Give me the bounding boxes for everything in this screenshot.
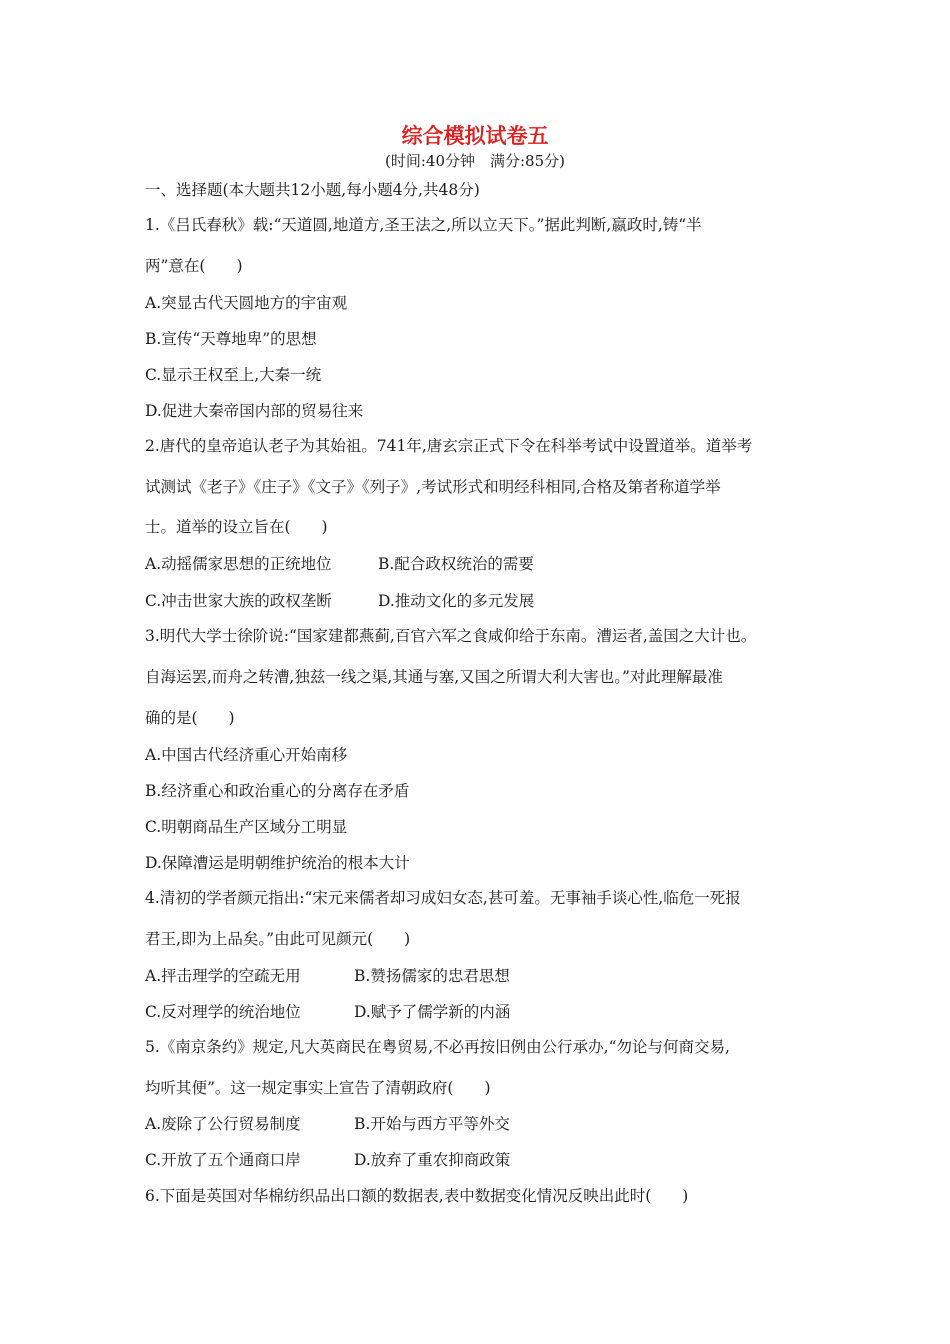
answer-option: D.放弃了重农抑商政策 bbox=[354, 1151, 511, 1169]
answer-option: A.动摇儒家思想的正统地位 bbox=[145, 555, 332, 573]
answer-option: D.促进大秦帝国内部的贸易往来 bbox=[145, 402, 364, 420]
section-heading: 一、选择题(本大题共12小题,每小题4分,共48分) bbox=[145, 181, 480, 199]
answer-option: B.宣传“天尊地卑”的思想 bbox=[145, 330, 317, 348]
page-title: 综合模拟试卷五 bbox=[401, 124, 549, 148]
question-stem-line: 均听其便”。这一规定事实上宣告了清朝政府( ) bbox=[145, 1079, 491, 1097]
answer-option: B.经济重心和政治重心的分离存在矛盾 bbox=[145, 782, 410, 800]
question-stem-line: 6.下面是英国对华棉纺织品出口额的数据表,表中数据变化情况反映出此时( ) bbox=[145, 1187, 689, 1205]
answer-option: A.抨击理学的空疏无用 bbox=[145, 967, 301, 985]
question-stem-line: 3.明代大学士徐阶说:“国家建都燕蓟,百官六军之食咸仰给于东南。漕运者,盖国之大计也。 bbox=[145, 627, 757, 645]
exam-info: (时间:40分钟 满分:85分) bbox=[385, 152, 565, 170]
answer-option: C.反对理学的统治地位 bbox=[145, 1003, 301, 1021]
question-stem-line: 自海运罢,而舟之转漕,独兹一线之渠,其通与塞,又国之所谓大利大害也。”对此理解最准 bbox=[145, 668, 723, 686]
answer-option: B.赞扬儒家的忠君思想 bbox=[354, 967, 510, 985]
question-stem-line: 2.唐代的皇帝追认老子为其始祖。741年,唐玄宗正式下令在科举考试中设置道举。道举考 bbox=[145, 437, 753, 455]
question-stem-line: 君王,即为上品矣。”由此可见颜元( ) bbox=[145, 930, 411, 948]
answer-option: A.突显古代天圆地方的宇宙观 bbox=[145, 294, 348, 312]
answer-option: C.明朝商品生产区域分工明显 bbox=[145, 818, 348, 836]
question-stem-line: 士。道举的设立旨在( ) bbox=[145, 518, 328, 536]
question-stem-line: 5.《南京条约》规定,凡大英商民在粤贸易,不必再按旧例由公行承办,“勿论与何商交易, bbox=[145, 1038, 730, 1056]
answer-option: C.显示王权至上,大秦一统 bbox=[145, 366, 322, 384]
question-stem-line: 确的是( ) bbox=[145, 709, 235, 727]
question-stem-line: 试测试《老子》《庄子》《文子》《列子》,考试形式和明经科相同,合格及第者称道学举 bbox=[145, 478, 721, 496]
answer-option: C.开放了五个通商口岸 bbox=[145, 1151, 301, 1169]
answer-option: B.开始与西方平等外交 bbox=[354, 1115, 510, 1133]
answer-option: A.废除了公行贸易制度 bbox=[145, 1115, 301, 1133]
answer-option: C.冲击世家大族的政权垄断 bbox=[145, 592, 332, 610]
question-stem-line: 两”意在( ) bbox=[145, 257, 243, 275]
answer-option: A.中国古代经济重心开始南移 bbox=[145, 746, 348, 764]
answer-option: D.赋予了儒学新的内涵 bbox=[354, 1003, 511, 1021]
answer-option: D.推动文化的多元发展 bbox=[378, 592, 535, 610]
answer-option: D.保障漕运是明朝维护统治的根本大计 bbox=[145, 854, 410, 872]
question-stem-line: 4.清初的学者颜元指出:“宋元来儒者却习成妇女态,甚可羞。无事袖手谈心性,临危一死报 bbox=[145, 889, 741, 907]
question-stem-line: 1.《吕氏春秋》载:“天道圆,地道方,圣王法之,所以立天下。”据此判断,嬴政时,铸“半 bbox=[145, 216, 702, 234]
answer-option: B.配合政权统治的需要 bbox=[378, 555, 534, 573]
